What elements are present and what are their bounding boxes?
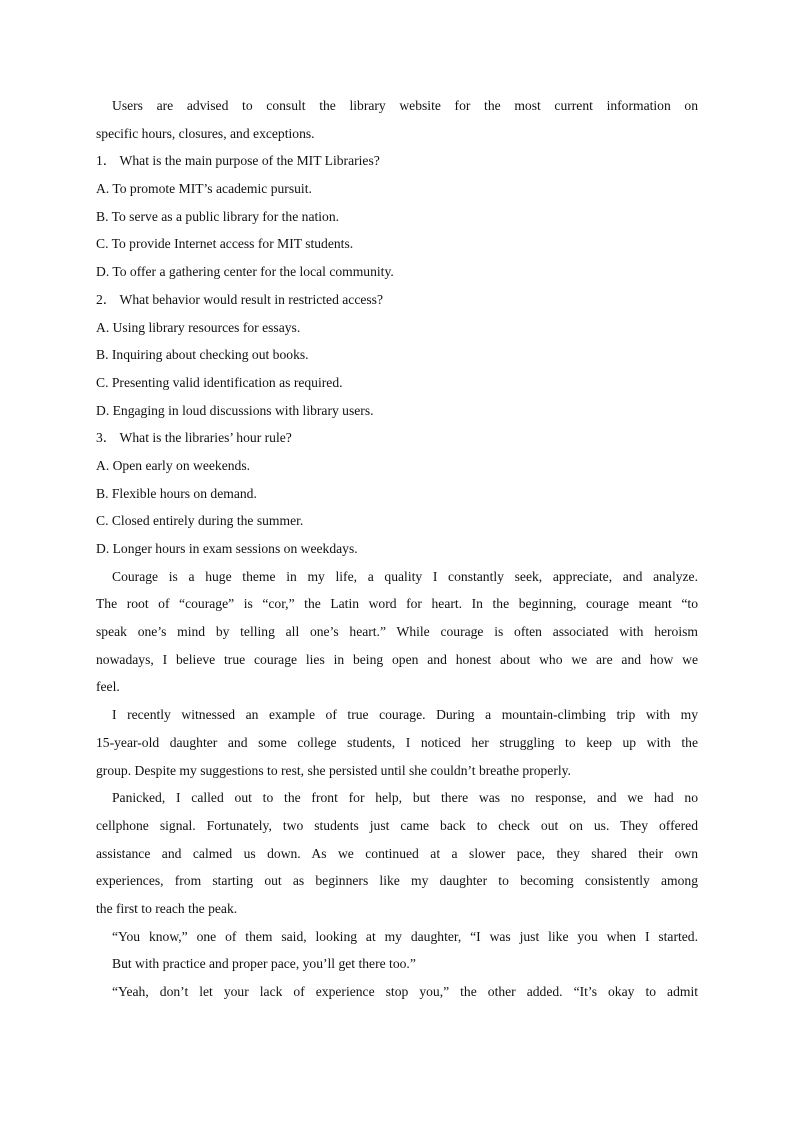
paragraph-line: Courage is a huge theme in my life, a quality I constantly seek, appreciate, and analyze. [112, 568, 698, 584]
option-d: D. Longer hours in exam sessions on weekdays. [96, 541, 358, 556]
paragraph-line: nowadays, I believe true courage lies in being open and honest about who we are and how we [96, 651, 698, 667]
paragraph-line: “Yeah, don’t let your lack of experience stop you,” the other added. “It’s okay to admit [112, 984, 698, 999]
option-c: C. To provide Internet access for MIT students. [96, 236, 354, 252]
paragraph-line: 15-year-old daughter and some college students, I noticed her struggling to keep up with the [96, 734, 698, 750]
passage-paragraph-5 [96, 978, 698, 1006]
paragraph-line: experiences, from starting out as beginners like my daughter to becoming consistently among [96, 873, 698, 889]
question-stem: 2． What behavior would result in restricted access? [96, 291, 384, 307]
option-c: C. Presenting valid identification as required. [96, 374, 343, 390]
passage-paragraph-4 [96, 923, 698, 978]
paragraph-line: assistance and calmed us down. As we continued at a slower pace, they shared their own [96, 845, 698, 861]
paragraph-line: specific hours, closures, and exceptions. [96, 125, 315, 141]
document-page [96, 92, 698, 1006]
question-stem: 1． What is the main purpose of the MIT Libraries? [96, 153, 380, 169]
option-c: C. Closed entirely during the summer. [96, 513, 304, 529]
paragraph-line: speak one’s mind by telling all one’s heart.” While courage is often associated with heroism [96, 624, 698, 640]
passage-paragraph-3 [96, 784, 698, 922]
passage-paragraph-2 [96, 701, 698, 784]
option-a: A. To promote MIT’s academic pursuit. [96, 181, 312, 197]
option-d: D. To offer a gathering center for the local community. [96, 264, 394, 280]
option-d: D. Engaging in loud discussions with library users. [96, 402, 374, 418]
paragraph-line: group. Despite my suggestions to rest, she persisted until she couldn’t breathe properly. [96, 762, 571, 778]
question-1 [96, 147, 698, 285]
paragraph-line: Users are advised to consult the library website for the most current information on [112, 98, 698, 113]
option-b: B. To serve as a public library for the nation. [96, 208, 340, 224]
question-stem: 3． What is the libraries’ hour rule? [96, 430, 292, 446]
paragraph-line: The root of “courage” is “cor,” the Latin word for heart. In the beginning, courage meant “to [96, 596, 698, 612]
paragraph-line: the first to reach the peak. [96, 900, 238, 916]
paragraph-line: I recently witnessed an example of true courage. During a mountain-climbing trip with my [112, 707, 698, 723]
option-a: A. Open early on weekends. [96, 457, 251, 473]
option-b: B. Flexible hours on demand. [96, 485, 257, 501]
option-a: A. Using library resources for essays. [96, 319, 301, 335]
passage-paragraph-1 [96, 563, 698, 701]
question-2 [96, 286, 698, 424]
paragraph-line: “You know,” one of them said, looking at my daughter, “I was just like you when I started. [112, 928, 698, 944]
option-b: B. Inquiring about checking out books. [96, 347, 309, 363]
paragraph-line: cellphone signal. Fortunately, two students just came back to check out on us. They offered [96, 817, 698, 833]
paragraph-line: But with practice and proper pace, you’ll get there too.” [112, 956, 416, 972]
question-3 [96, 424, 698, 562]
paragraph-line: feel. [96, 679, 120, 695]
paragraph-line: Panicked, I called out to the front for help, but there was no response, and we had no [112, 790, 698, 806]
intro-paragraph [96, 92, 698, 147]
